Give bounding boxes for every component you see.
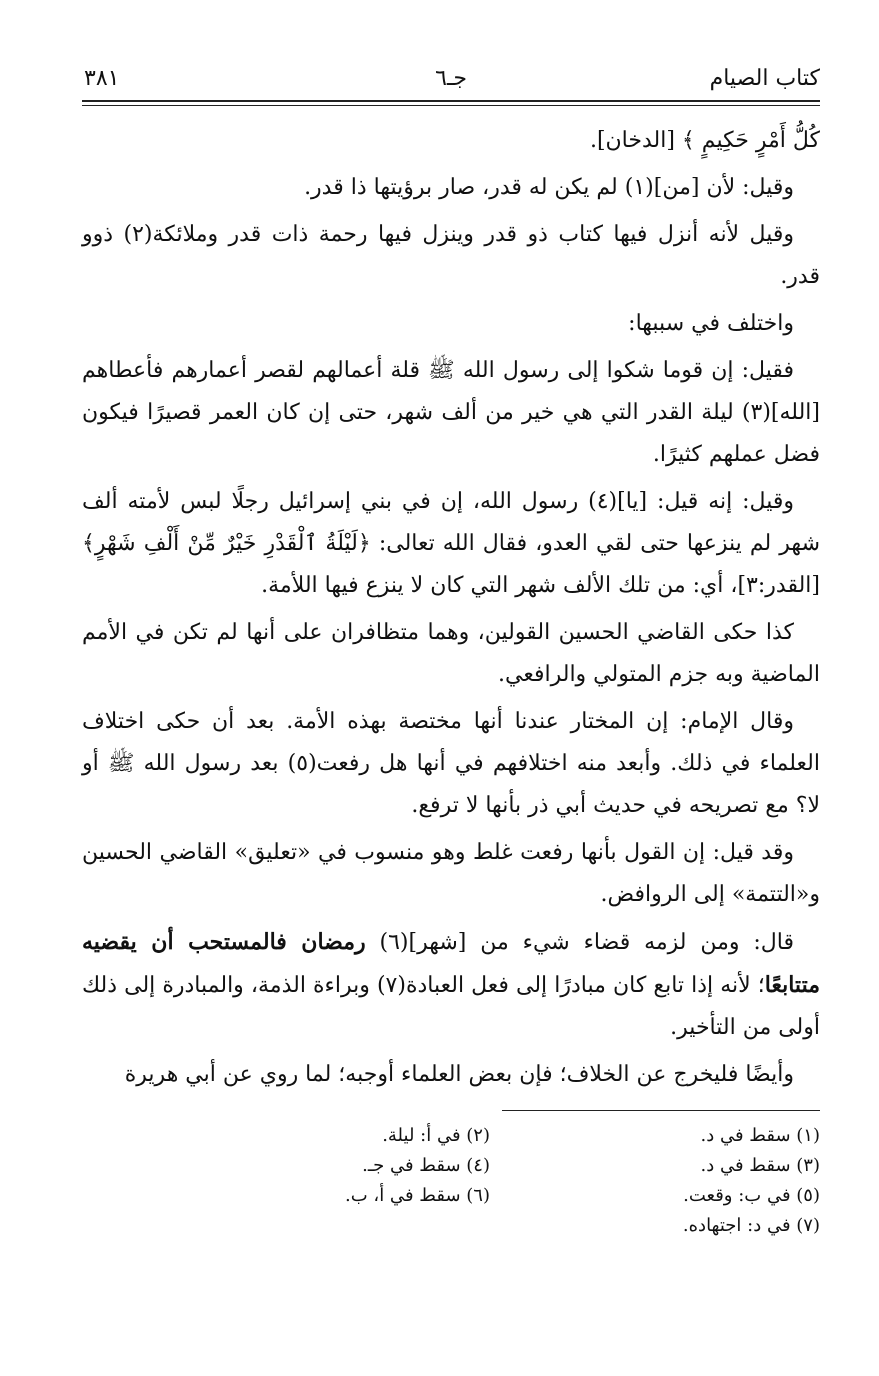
paragraph: وقال الإمام: إن المختار عندنا أنها مختصة بهذه الأمة. بعد أن حكى اختلاف العلماء في ذلك. وأبعد منه اختلافهم في أنها هل رفعت(٥) بعد رسول الله ﷺ أو لا؟ مع تصريحه في حديث أبي ذر بأنها لا ترفع. [82, 709, 820, 818]
footnote-3: (٣) سقط في د. [700, 1155, 820, 1176]
footnote-separator [502, 1110, 820, 1111]
paragraph: وأيضًا فليخرج عن الخلاف؛ فإن بعض العلماء أوجبه؛ لما روي عن أبي هريرة [124, 1062, 794, 1087]
footnote-2: (٢) في أ: ليلة. [382, 1125, 490, 1146]
header-rule-thin [82, 105, 820, 106]
matn-rest: ؛ لأنه إذا تابع كان مبادرًا إلى فعل العبادة(٧) وبراءة الذمة، والمبادرة إلى ذلك أولى من التأخير. [82, 973, 820, 1040]
footnote-1: (١) سقط في د. [700, 1125, 820, 1146]
body-text [82, 120, 820, 1096]
book-title: كتاب الصيام [709, 66, 820, 91]
footnote-5: (٥) في ب: وقعت. [683, 1185, 820, 1206]
volume-label: جـ٦ [435, 66, 467, 91]
matn-lead: قال: ومن لزمه قضاء شيء من [شهر](٦) [365, 930, 794, 955]
running-header [82, 58, 820, 100]
header-rule [82, 100, 820, 102]
paragraph: وقيل: إنه قيل: [يا](٤) رسول الله، إن في بني إسرائيل رجلًا لبس لأمته ألف شهر لم ينزعها حتى لقي العدو، فقال الله تعالى: ﴿لَيْلَةُ ٱلْقَدْرِ خَيْرٌ مِّنْ أَلْفِ شَهْرٍ﴾ [القدر:٣]، أي: من تلك الألف شهر التي كان لا ينزع فيها اللأمة. [82, 489, 820, 598]
footnote-7: (٧) في د: اجتهاده. [682, 1215, 820, 1236]
paragraph: فقيل: إن قوما شكوا إلى رسول الله ﷺ قلة أعمالهم لقصر أعمارهم فأعطاهم [الله](٣) ليلة القدر التي هي خير من ألف شهر، حتى إن كان العمر قصيرًا فيكون فضل عملهم كثيرًا. [82, 358, 820, 467]
footnote-4: (٤) سقط في جـ. [362, 1155, 490, 1176]
paragraph: واختلف في سببها: [628, 311, 794, 336]
footnote-6: (٦) سقط في أ، ب. [345, 1185, 490, 1206]
paragraph: كذا حكى القاضي الحسين القولين، وهما متظافران على أنها لم تكن في الأمم الماضية وبه جزم المتولي والرافعي. [82, 620, 820, 687]
matn-paragraph [82, 921, 820, 1049]
paragraph: وقيل: لأن [من](١) لم يكن له قدر، صار برؤيتها ذا قدر. [304, 175, 794, 200]
footnotes [82, 1121, 820, 1241]
paragraph: وقد قيل: إن القول بأنها رفعت غلط وهو منسوب في «تعليق» القاضي الحسين و«التتمة» إلى الروافض. [82, 840, 820, 907]
book-page [82, 58, 820, 1241]
matn-bold-text: رمضان فالمستحب أن يقضيه متتابعًا [82, 929, 820, 998]
paragraph: كُلُّ أَمْرٍ حَكِيمٍ ﴾ [الدخان]. [589, 128, 820, 153]
paragraph: وقيل لأنه أنزل فيها كتاب ذو قدر وينزل فيها رحمة ذات قدر وملائكة(٢) ذوو قدر. [82, 222, 820, 289]
page-number: ٣٨١ [84, 66, 120, 91]
